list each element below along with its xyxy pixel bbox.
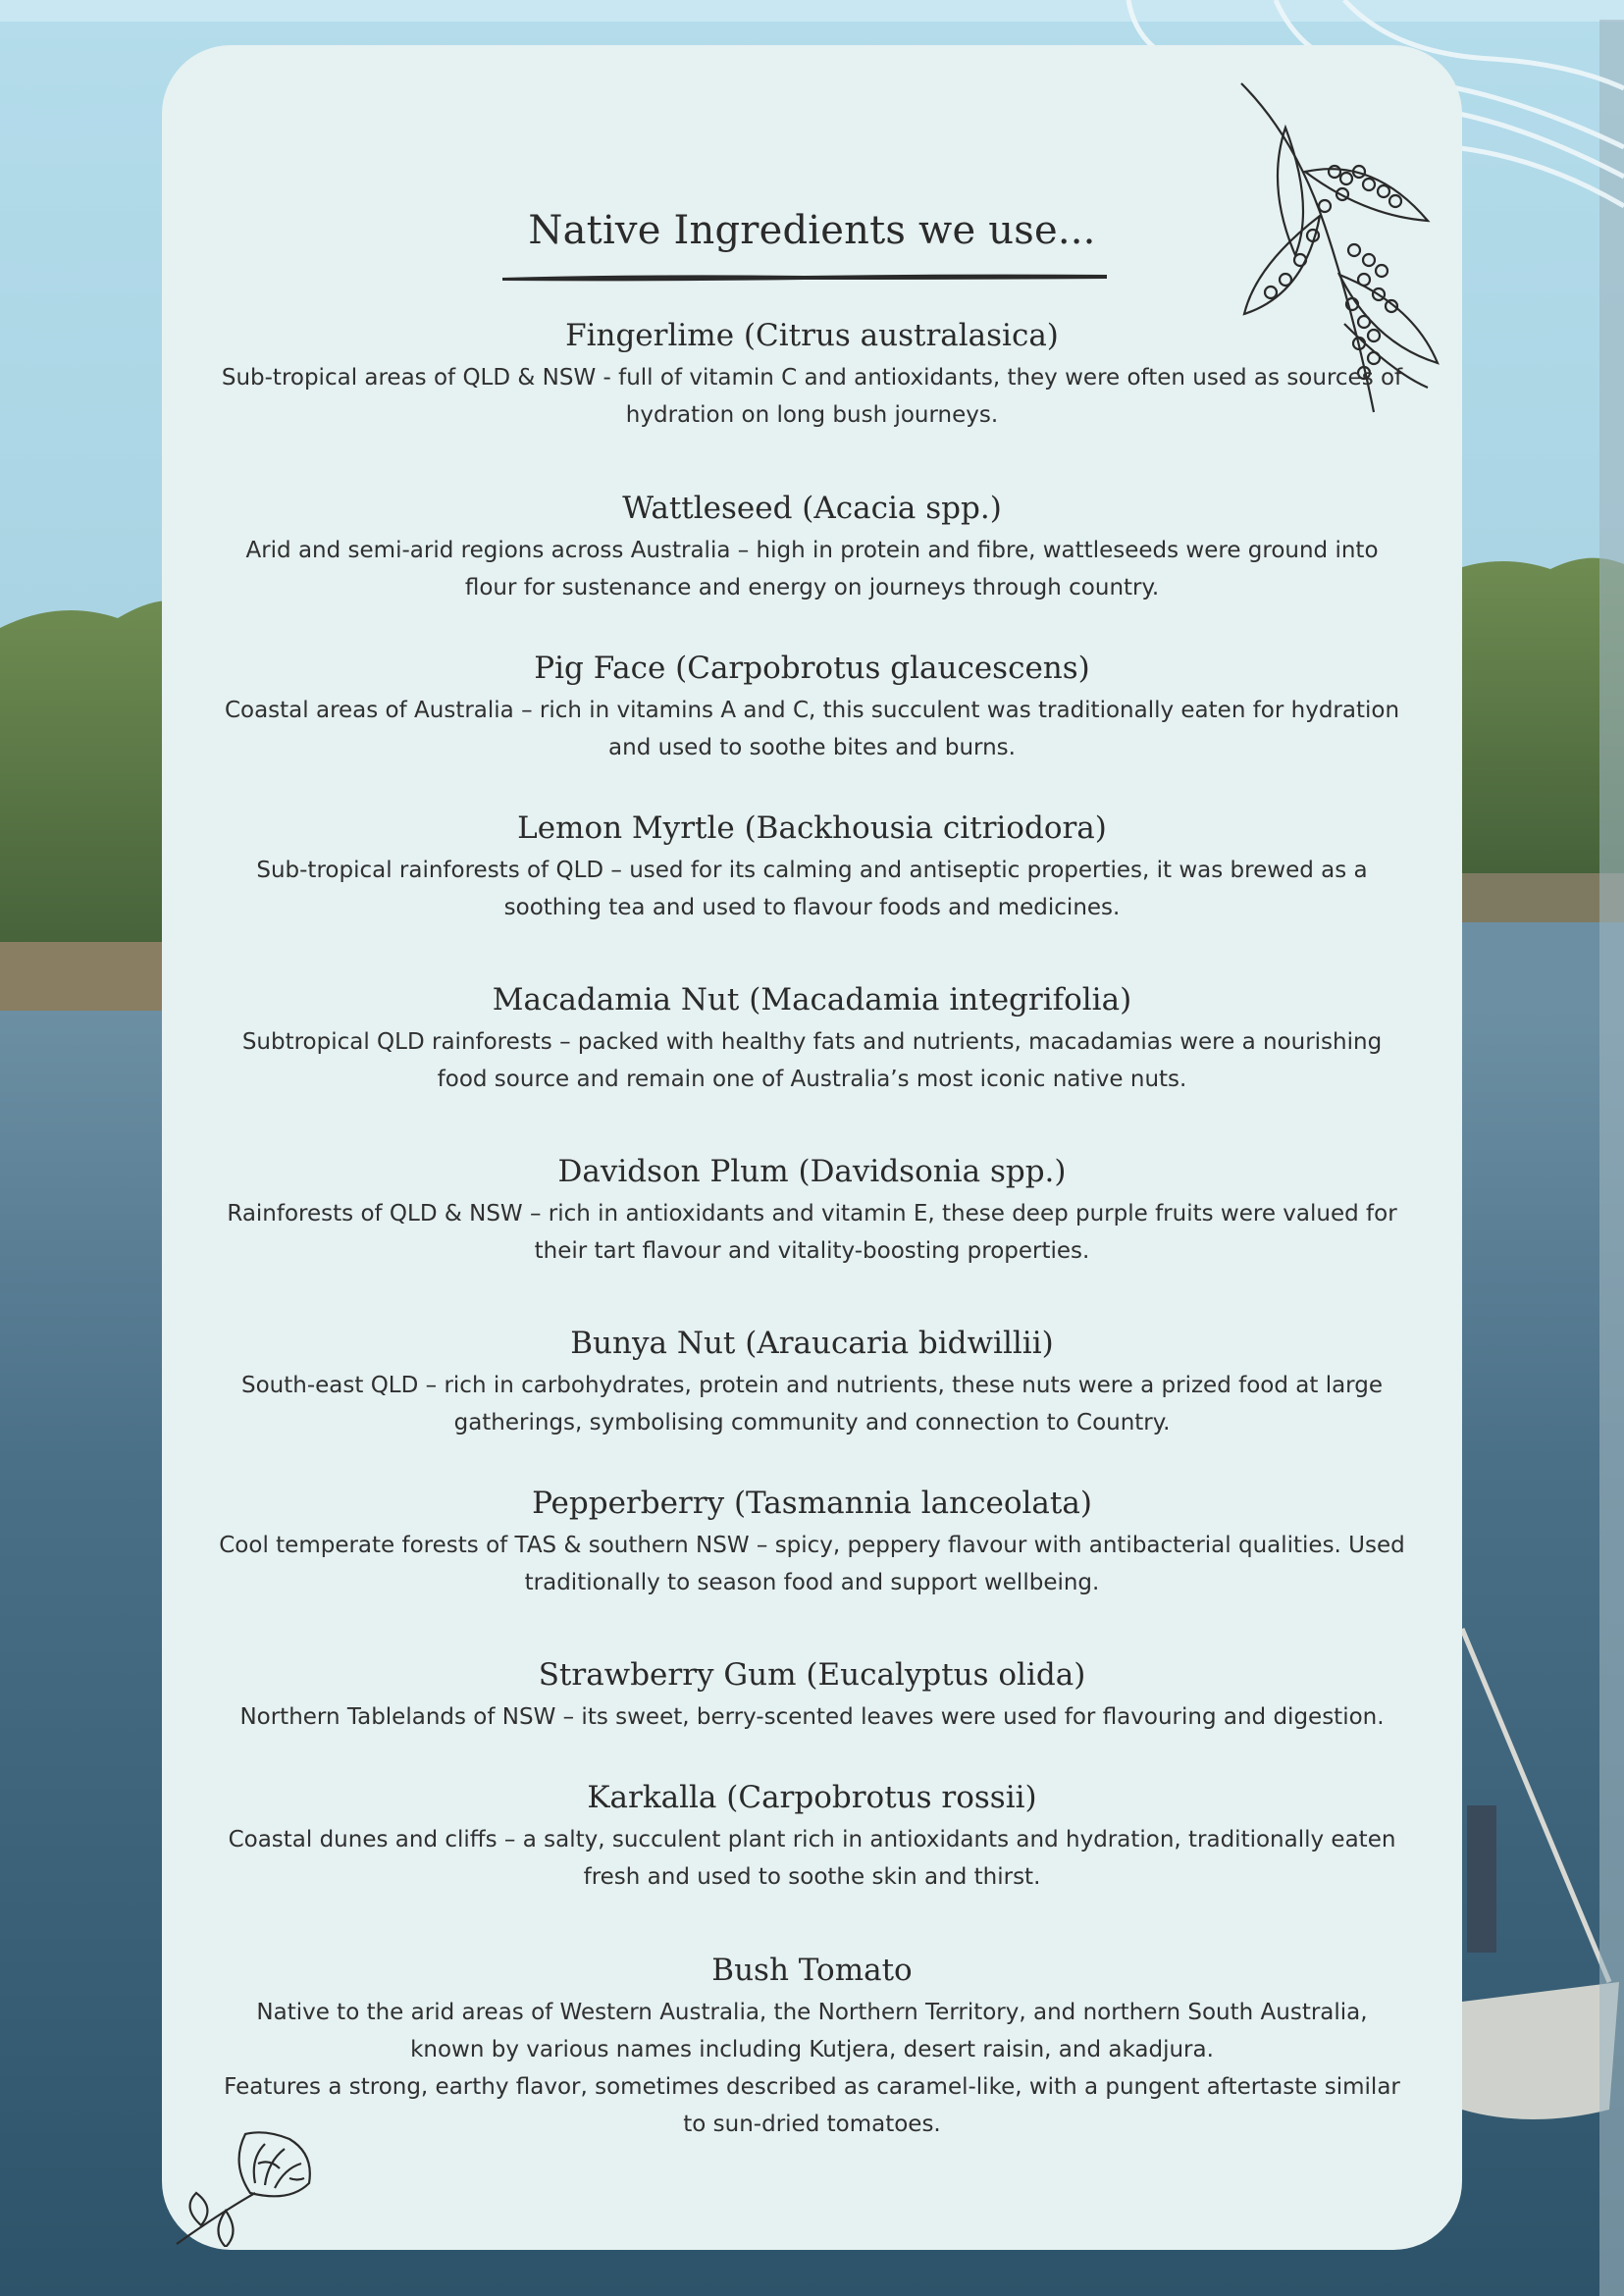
ingredient-wattleseed — [162, 487, 1462, 606]
ingredient-description: Sub-tropical areas of QLD & NSW - full of vitamin C and antioxidants, they were often used as sources of hydration on long bush journeys. — [221, 365, 1403, 428]
ingredient-name: Macadamia Nut (Macadamia integrifolia) — [492, 982, 1132, 1018]
ingredient-pepperberry — [162, 1482, 1462, 1601]
ingredient-description: Native to the arid areas of Western Australia, the Northern Territory, and northern South Australia, known by various names including Kutjera, desert raisin, and akadjura. Features a strong, earthy flavor, sometimes described as caramel-like, with a pungent aftertaste similar to sun-dried tomatoes. — [224, 2000, 1400, 2137]
ingredient-description: Northern Tablelands of NSW – its sweet, berry-scented leaves were used for flavouring and digestion. — [239, 1704, 1385, 1730]
ingredient-name: Davidson Plum (Davidsonia spp.) — [557, 1154, 1067, 1189]
ingredient-description: Cool temperate forests of TAS & southern NSW – spicy, peppery flavour with antibacterial qualities. Used traditionally to season food and support wellbeing. — [219, 1533, 1405, 1595]
ingredient-description: Coastal dunes and cliffs – a salty, succulent plant rich in antioxidants and hydration, traditionally eaten fresh and used to soothe skin and thirst. — [228, 1827, 1396, 1890]
title-underline — [500, 270, 1109, 284]
ingredient-name: Bush Tomato — [711, 1953, 913, 1988]
ingredient-name: Wattleseed (Acacia spp.) — [622, 491, 1002, 526]
ingredient-name: Pig Face (Carpobrotus glaucescens) — [534, 651, 1090, 686]
ingredient-name: Fingerlime (Citrus australasica) — [565, 318, 1059, 353]
ingredient-description: Subtropical QLD rainforests – packed with healthy fats and nutrients, macadamias were a nourishing food source and remain one of Australia’s most iconic native nuts. — [241, 1029, 1383, 1092]
ingredient-name: Karkalla (Carpobrotus rossii) — [587, 1780, 1037, 1815]
ingredient-bunya-nut — [162, 1322, 1462, 1441]
ingredient-name: Bunya Nut (Araucaria bidwillii) — [570, 1326, 1054, 1361]
ingredient-name: Lemon Myrtle (Backhousia citriodora) — [517, 810, 1107, 846]
ingredient-name: Strawberry Gum (Eucalyptus olida) — [538, 1657, 1086, 1693]
ingredient-description: Arid and semi-arid regions across Australia – high in protein and fibre, wattleseeds were ground into flour for sustenance and energy on journeys through country. — [245, 538, 1379, 600]
ingredient-description: South-east QLD – rich in carbohydrates, protein and nutrients, these nuts were a prized food at large gatherings, symbolising community and connection to Country. — [241, 1373, 1383, 1435]
ingredient-davidson-plum — [162, 1150, 1462, 1270]
page-title: Native Ingredients we use... — [528, 208, 1096, 253]
ingredient-lemon-myrtle — [162, 807, 1462, 926]
ingredient-description: Rainforests of QLD & NSW – rich in antioxidants and vitamin E, these deep purple fruits were valued for their tart flavour and vitality-boosting properties. — [227, 1201, 1397, 1264]
ingredient-description: Coastal areas of Australia – rich in vitamins A and C, this succulent was traditionally eaten for hydration and used to soothe bites and burns. — [224, 698, 1400, 760]
ingredient-fingerlime — [162, 314, 1462, 434]
ingredient-pig-face — [162, 647, 1462, 766]
ingredient-name: Pepperberry (Tasmannia lanceolata) — [532, 1486, 1092, 1521]
ingredient-description: Sub-tropical rainforests of QLD – used for its calming and antiseptic properties, it was brewed as a soothing tea and used to flavour foods and medicines. — [256, 858, 1368, 920]
ingredient-macadamia — [162, 978, 1462, 1098]
ingredient-bush-tomato — [162, 1949, 1462, 2143]
ingredient-karkalla — [162, 1776, 1462, 1896]
ingredient-strawberry-gum — [162, 1653, 1462, 1736]
